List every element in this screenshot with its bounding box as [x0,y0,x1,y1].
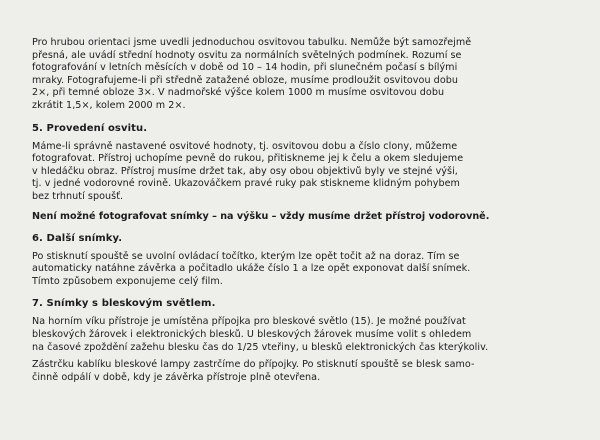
text-line: na časové zpoždění zažehu blesku čas do 1/25 vteřiny, u blesků elektronických čas kterýkoliv. [32,341,489,353]
text-line: bez trhnutí spoušť. [32,190,124,202]
text-line: Pro hrubou orientaci jsme uvedli jednoduchou osvitovou tabulku. Nemůže být samozřejmě [32,37,472,48]
text-line: Na horním víku přístroje je umístěna přípojka pro bleskové světlo (15). Je možné používat [32,316,466,328]
section-paragraph-exposure [32,141,572,204]
text-line: Tímto způsobem exponujeme celý film. [32,275,223,287]
emphasis-note: Není možné fotografovat snímky – na výšku – vždy musíme držet přístroj vodorovně. [32,210,490,222]
text-line: fotografování v letních měsících v době od 10 – 14 hodin, při slunečném počasí s bílými [32,62,458,74]
section-heading-exposure: 5. Provedení osvitu. [32,122,148,134]
text-line: činně odpálí v době, kdy je závěrka přístroje plně otevřena. [32,371,321,383]
text-line: mraky. Fotografujeme-li při středně zatažené obloze, musíme prodloužit osvitovou dobu [32,74,459,86]
document-body [32,37,572,384]
text-line: fotografovat. Přístroj uchopíme pevně do rukou, přitiskneme jej k čelu a okem sledujeme [32,153,464,165]
text-line: v hledáčku obraz. Přístroj musíme držet tak, aby osy obou objektivů byly ve stejné výši, [32,165,458,177]
section-heading-flash: 7. Snímky s bleskovým světlem. [32,298,216,310]
text-line: Po stisknutí spouště se uvolní ovládací točítko, kterým lze opět točit až na doraz. Tím se [32,250,460,262]
text-line: bleskových žárovek i elektronických blesků. U bleskových žárovek musíme volit s ohledem [32,328,472,340]
section-paragraph-flash-2 [32,359,572,384]
section-paragraph-flash-1 [32,316,572,354]
text-line: přesná, ale uvádí střední hodnoty osvitu za normálních světelných podmínek. Rozumí se [32,49,462,61]
section-heading-next-shots: 6. Další snímky. [32,232,123,244]
text-line: Zástrčku kablíku bleskové lampy zastrčíme do přípojky. Po stisknutí spouště se blesk samo- [32,359,475,371]
intro-paragraph [32,37,572,113]
text-line: tj. v jedné vodorovné rovině. Ukazováčkem pravé ruky pak stiskneme klidným pohybem [32,178,460,190]
text-line: 2×, při temné obloze 3×. V nadmořské výšce kolem 1000 m musíme osvitovou dobu [32,87,445,99]
text-line: zkrátit 1,5×, kolem 2000 m 2×. [32,99,186,111]
text-line: Máme-li správně nastavené osvitové hodnoty, tj. osvitovou dobu a číslo clony, můžeme [32,140,458,152]
text-line: automaticky natáhne závěrka a počitadlo ukáže číslo 1 a lze opět exponovat další snímek. [32,263,471,275]
section-paragraph-next-shots [32,251,572,289]
